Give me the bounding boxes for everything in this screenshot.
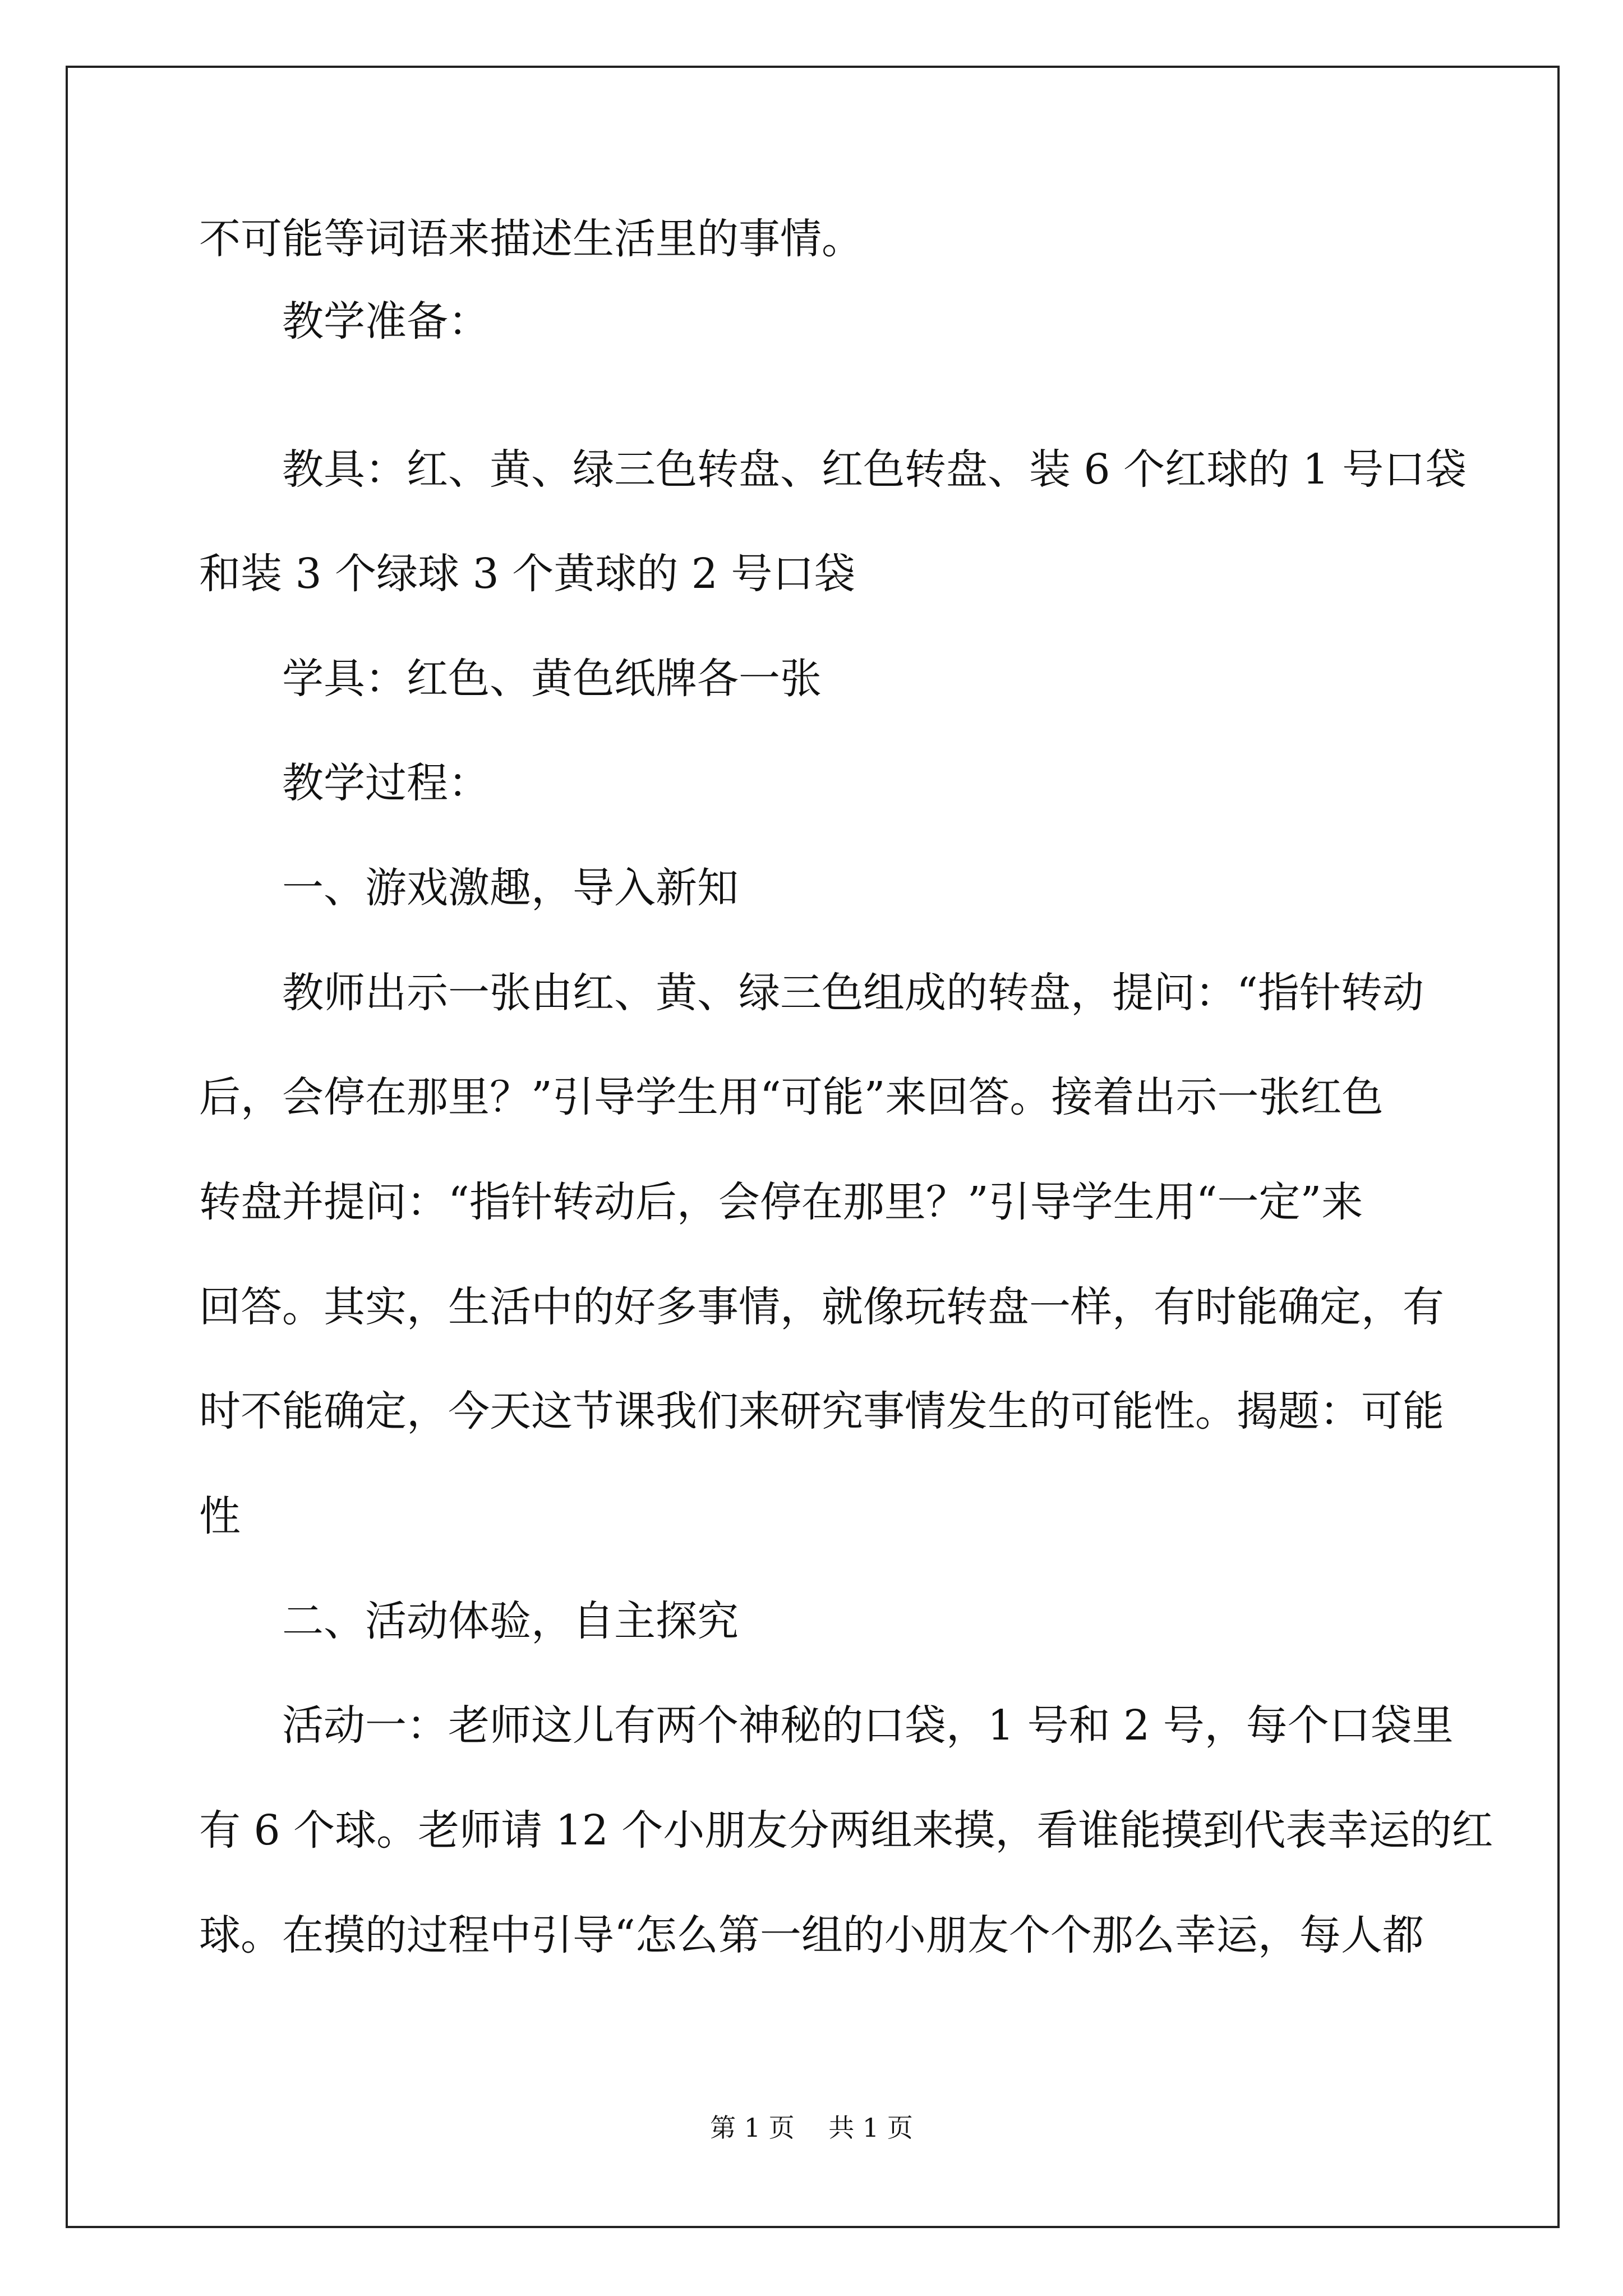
text-line-8: 教师出示一张由红、黄、绿三色组成的转盘，提问：“指针转动	[282, 969, 1424, 1017]
page-border	[66, 66, 1560, 2228]
text-line-4: 和装 3 个绿球 3 个黄球的 2 号口袋	[199, 550, 856, 598]
text-line-9: 后，会停在那里？”引导学生用“可能”来回答。接着出示一张红色	[199, 1073, 1384, 1121]
text-line-7: 一、游戏激趣，导入新知	[282, 864, 739, 912]
text-line-12: 时不能确定，今天这节课我们来研究事情发生的可能性。揭题：可能	[199, 1387, 1444, 1435]
text-line-17: 球。在摸的过程中引导“怎么第一组的小朋友个个那么幸运，每人都	[199, 1911, 1424, 1959]
text-line-16: 有 6 个球。老师请 12 个小朋友分两组来摸，看谁能摸到代表幸运的红	[199, 1806, 1493, 1855]
text-line-15: 活动一：老师这儿有两个神秘的口袋，1 号和 2 号，每个口袋里	[282, 1701, 1454, 1750]
text-line-10: 转盘并提问：“指针转动后，会停在那里？”引导学生用“一定”来	[199, 1178, 1363, 1226]
text-line-13: 性	[199, 1492, 241, 1540]
text-line-14: 二、活动体验，自主探究	[282, 1597, 739, 1645]
text-line-3: 教具：红、黄、绿三色转盘、红色转盘、装 6 个红球的 1 号口袋	[282, 445, 1467, 494]
page-number-footer: 第 1 页 共 1 页	[710, 2113, 913, 2143]
text-line-1: 不可能等词语来描述生活里的事情。	[199, 215, 863, 263]
text-line-2: 教学准备：	[282, 297, 490, 346]
text-line-6: 教学过程：	[282, 759, 490, 807]
text-line-5: 学具：红色、黄色纸牌各一张	[282, 655, 822, 703]
text-line-11: 回答。其实，生活中的好多事情，就像玩转盘一样，有时能确定，有	[199, 1283, 1444, 1331]
